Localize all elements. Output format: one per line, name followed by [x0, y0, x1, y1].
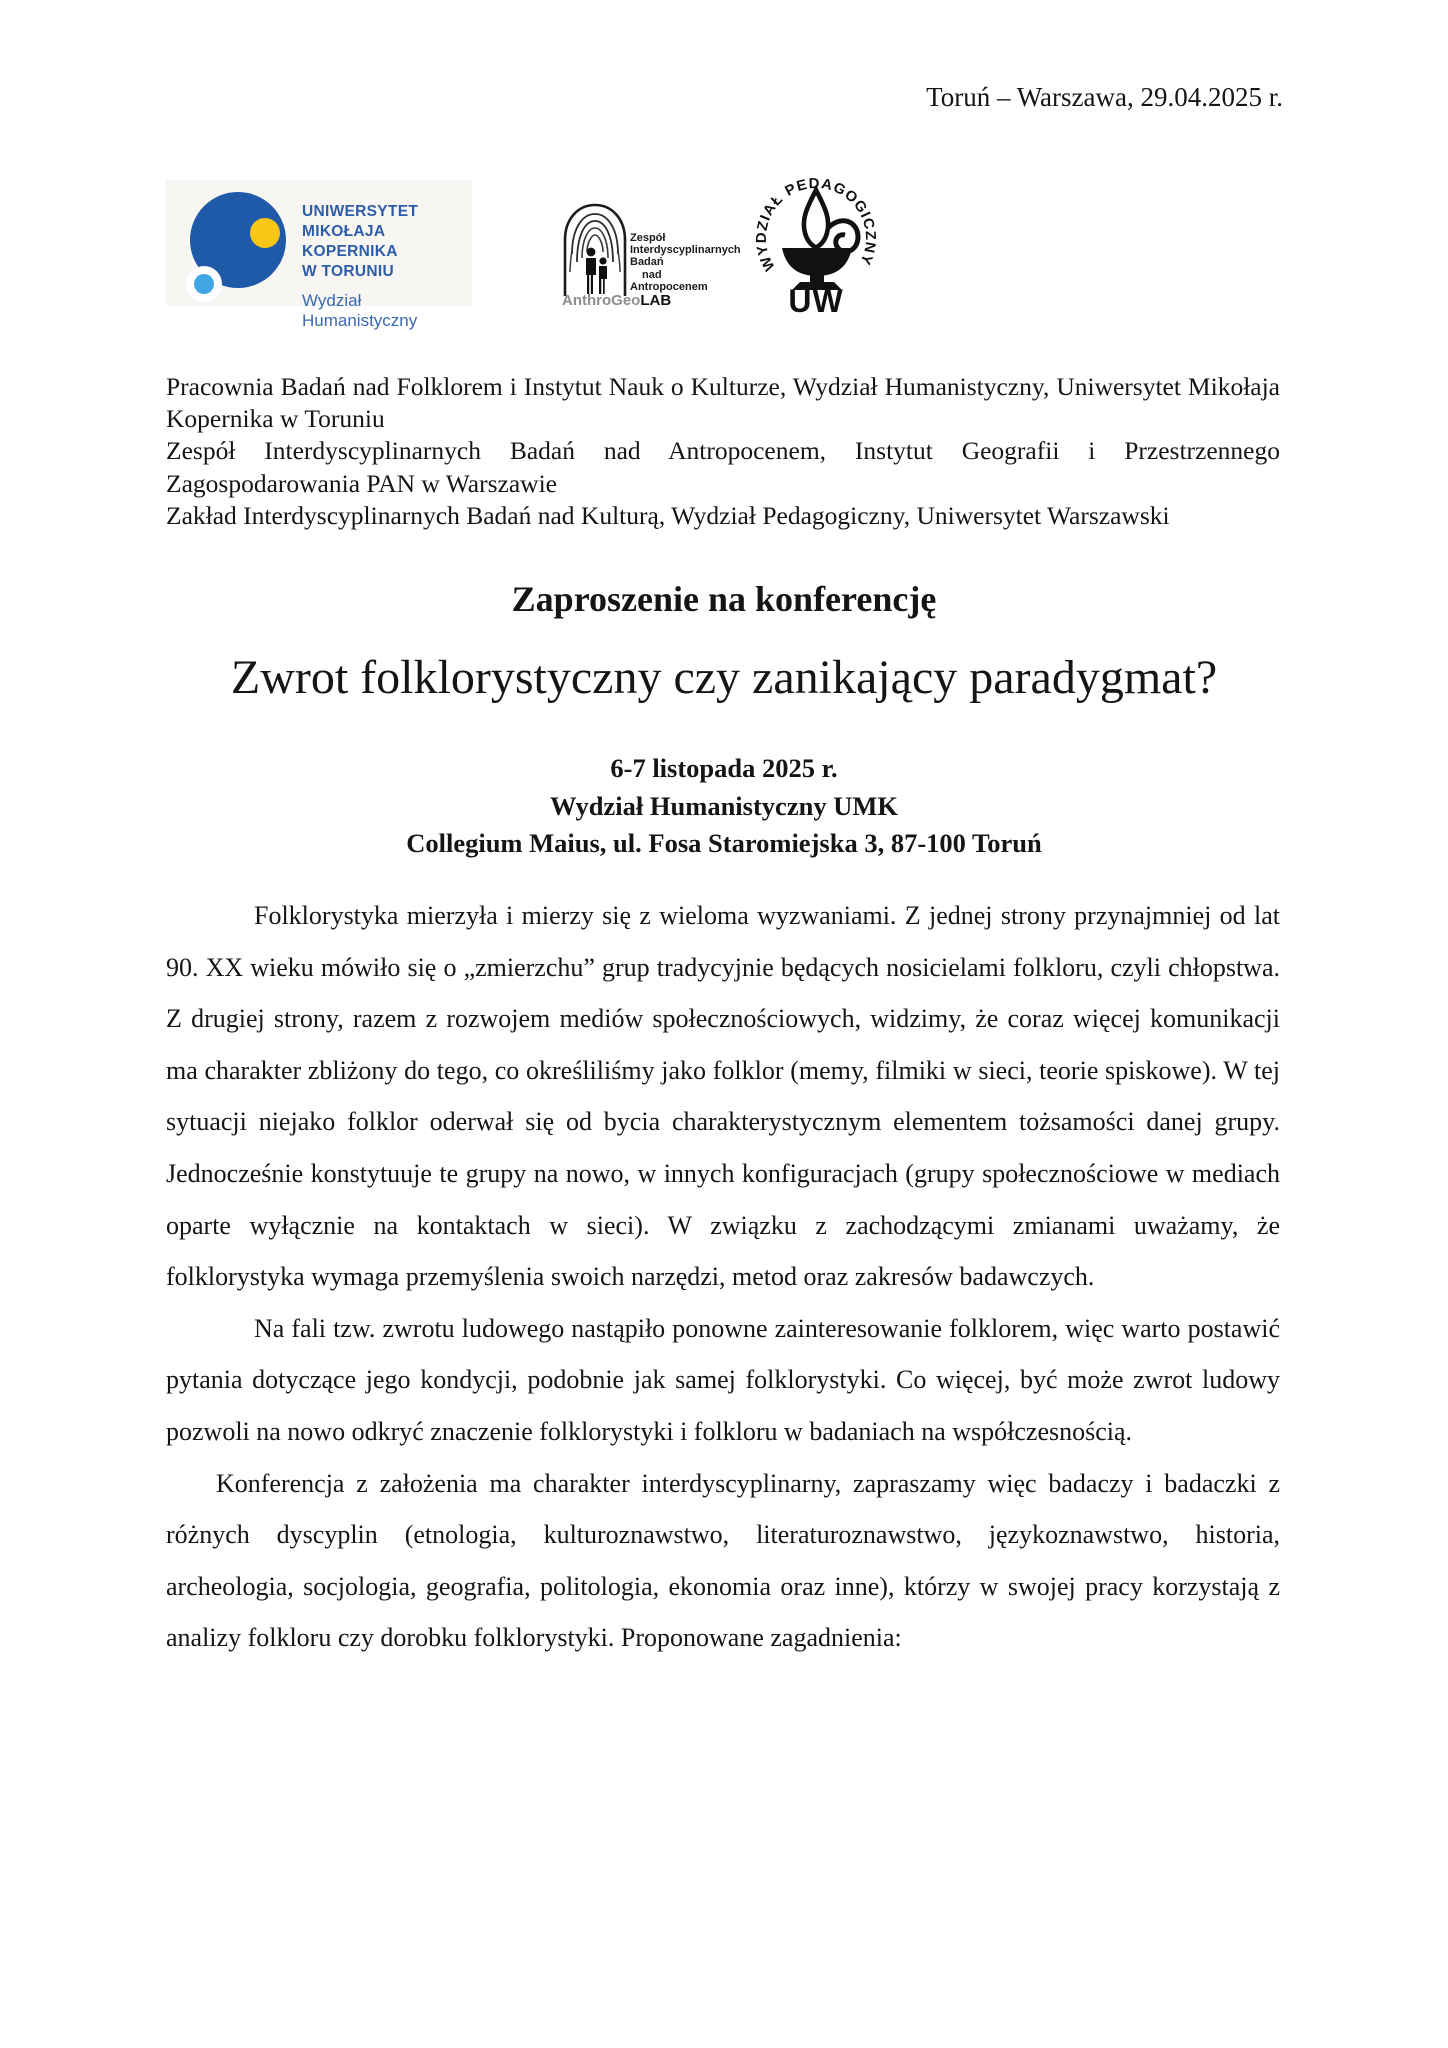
- unit-line: Interdyscyplinarnych: [630, 244, 741, 257]
- unit-line: Badań: [630, 256, 664, 269]
- uw-abbreviation: UW: [788, 283, 844, 318]
- invitation-heading: Zaproszenie na konferencję: [511, 579, 937, 619]
- body-paragraph: Folklorystyka mierzyła i mierzy się z wieloma wyzwaniami. Z jednej strony przynajmniej od lat 90. XX wieku mówiło się o „zmierzchu” grup tradycyjnie będących nosicielami folkloru, czyli chłopstwa. Z drugiej strony, razem z rozwojem mediów społecznościowych, widzimy, że coraz więcej komunikacji ma charakter zbliżony do tego, co określiliśmy jako folklor (memy, filmiki w sieci, teorie spiskowe). W tej sytuacji niejako folklor oderwał się od bycia charakterystycznym elementem tożsamości danej grupy. Jednocześnie konstytuuje te grupy na nowo, w innych konfiguracjach (grupy społecznościowe w mediach oparte wyłącznie na kontaktach w sieci). W związku z zachodzącymi zmianami uważamy, że folklorystyka wymaga przemyślenia swoich narzędzi, metod oraz zakresów badawczych.: [166, 901, 1280, 1292]
- unit-line: Zespół: [630, 232, 666, 244]
- organizers-block: [166, 371, 1280, 532]
- umk-satellite-icon: [194, 274, 214, 294]
- body-text: [166, 890, 1280, 1664]
- umk-name-line: UNIWERSYTET: [302, 203, 419, 220]
- brand-prefix: AnthroGeo: [562, 292, 641, 309]
- swirl-icon: [828, 221, 858, 252]
- anthrogeolab-logo: [560, 196, 748, 310]
- umk-name-line: MIKOŁAJA KOPERNIKA: [302, 223, 398, 260]
- conference-venue-faculty: Wydział Humanistyczny UMK: [550, 790, 898, 821]
- umk-logo: [166, 180, 472, 330]
- flame-icon: [804, 190, 828, 248]
- dateline: Toruń – Warszawa, 29.04.2025 r.: [926, 82, 1283, 112]
- uw-pedagogy-seal: [752, 176, 882, 318]
- conference-title: Zwrot folklorystyczny czy zanikający paradygmat?: [230, 651, 1218, 704]
- anthrogeolab-unit-name: [630, 232, 741, 293]
- umk-logo-text: [302, 202, 472, 331]
- conference-venue-address: Collegium Maius, ul. Fosa Staromiejska 3, 87-100 Toruń: [406, 828, 1042, 858]
- uw-ring-text: WYDZIAŁ PEDAGOGICZNY: [753, 176, 879, 274]
- umk-faculty-name: Wydział Humanistyczny: [302, 291, 418, 330]
- anthrogeolab-wordmark: [562, 292, 671, 309]
- organizer-line: Pracownia Badań nad Folklorem i Instytut Nauk o Kulturze, Wydział Humanistyczny, Uniwersytet Mikołaja Kopernika w Toruniu: [166, 372, 1280, 434]
- organizer-line: Zakład Interdyscyplinarnych Badań nad Kulturą, Wydział Pedagogiczny, Uniwersytet Warszawski: [166, 500, 1170, 530]
- body-paragraph: Na fali tzw. zwrotu ludowego nastąpiło ponowne zainteresowanie folklorem, więc warto postawić pytania dotyczące jego kondycji, podobnie jak samej folklorystyki. Co więcej, być może zwrot ludowy pozwoli na nowo odkryć znaczenie folklorystyki i folkloru w badaniach na współczesnością.: [166, 1313, 1280, 1446]
- umk-sun-icon: [250, 218, 280, 248]
- fingerprint-arch-icon: [562, 202, 628, 298]
- uw-pedagogy-logo: [752, 176, 882, 318]
- brand-suffix: LAB: [640, 292, 672, 309]
- body-paragraph: Konferencja z założenia ma charakter interdyscyplinarny, zapraszamy więc badaczy i badaczki z różnych dyscyplin (etnologia, kulturoznawstwo, literaturoznawstwo, językoznawstwo, historia, archeologia, socjologia, geografia, politologia, ekonomia oraz inne), którzy w swojej pracy korzystają z analizy folkloru czy dorobku folklorystyki. Proponowane zagadnienia:: [166, 1468, 1280, 1653]
- umk-university-name: [302, 202, 472, 282]
- umk-name-line: W TORUNIU: [302, 263, 394, 280]
- conference-date: 6-7 listopada 2025 r.: [610, 753, 838, 783]
- bowl-stem: [810, 275, 824, 282]
- conference-details: [0, 750, 1448, 863]
- unit-line: nad: [642, 268, 662, 281]
- unit-line: Antropocenem: [630, 280, 708, 293]
- organizer-line: Zespół Interdyscyplinarnych Badań nad Antropocenem, Instytut Geografii i Przestrzennego Zagospodarowania PAN w Warszawie: [166, 436, 1280, 498]
- bowl-icon: [782, 248, 852, 276]
